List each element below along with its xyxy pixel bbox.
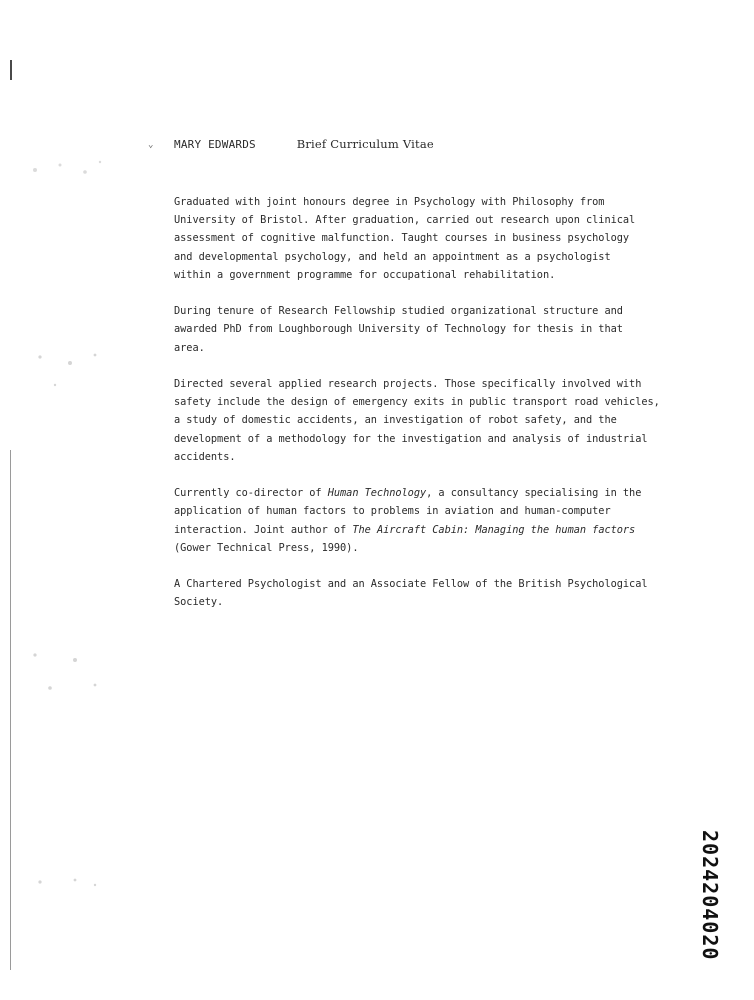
text-line: Society. <box>174 596 224 609</box>
text-line: application of human factors to problems in aviation and human-computer <box>174 505 611 518</box>
text-line: development of a methodology for the investigation and analysis of industrial <box>174 432 648 445</box>
text-line: accidents. <box>174 450 236 463</box>
text-line: awarded PhD from Loughborough University of Technology for thesis in that <box>174 323 623 336</box>
scan-edge-line <box>10 450 11 970</box>
scan-smudge <box>15 640 110 700</box>
margin-tick-mark: ⌄ <box>148 140 154 150</box>
scan-edge-mark <box>10 60 12 80</box>
text-line: A Chartered Psychologist and an Associate Fellow of the British Psychological <box>174 578 648 591</box>
person-name: MARY EDWARDS <box>174 138 256 151</box>
text-line: Directed several applied research projects. Those specifically involved with <box>174 378 642 390</box>
text-line: assessment of cognitive malfunction. Taught courses in business psychology <box>174 232 630 245</box>
document-title: Brief Curriculum Vitae <box>296 137 434 151</box>
paragraph-education <box>174 193 674 284</box>
text-line: area. <box>174 341 205 354</box>
text-line: a study of domestic accidents, an investigation of robot safety, and the <box>174 414 617 427</box>
text-line: (Gower Technical Press, 1990). <box>174 541 359 554</box>
paragraph-credentials <box>174 575 674 611</box>
text-line <box>174 521 674 539</box>
scan-smudge <box>20 870 110 895</box>
text-segment: Currently co-director of <box>174 487 328 500</box>
text-line: University of Bristol. After graduation, carried out research upon clinical <box>174 214 636 227</box>
company-name: Human Technology <box>327 487 427 500</box>
text-line: within a government programme for occupational rehabilitation. <box>174 268 556 281</box>
document-id-stamp: 2024204020 <box>698 830 722 961</box>
scan-smudge <box>15 150 110 190</box>
cv-header <box>174 137 434 151</box>
text-line: Graduated with joint honours degree in Psychology with Philosophy from <box>174 196 605 208</box>
scan-smudge <box>15 345 110 405</box>
book-title: The Aircraft Cabin: Managing the human factors <box>352 523 636 536</box>
text-line: and developmental psychology, and held an appointment as a psychologist <box>174 250 611 263</box>
cv-body <box>174 193 674 630</box>
text-segment: , a consultancy specialising in the <box>426 487 642 500</box>
text-line: During tenure of Research Fellowship studied organizational structure and <box>174 305 623 318</box>
paragraph-current-role <box>174 484 674 557</box>
paragraph-fellowship <box>174 302 674 357</box>
text-line <box>174 484 674 502</box>
text-line: safety include the design of emergency exits in public transport road vehicles, <box>174 396 660 409</box>
text-segment: interaction. Joint author of <box>174 523 353 536</box>
paragraph-research <box>174 375 674 466</box>
